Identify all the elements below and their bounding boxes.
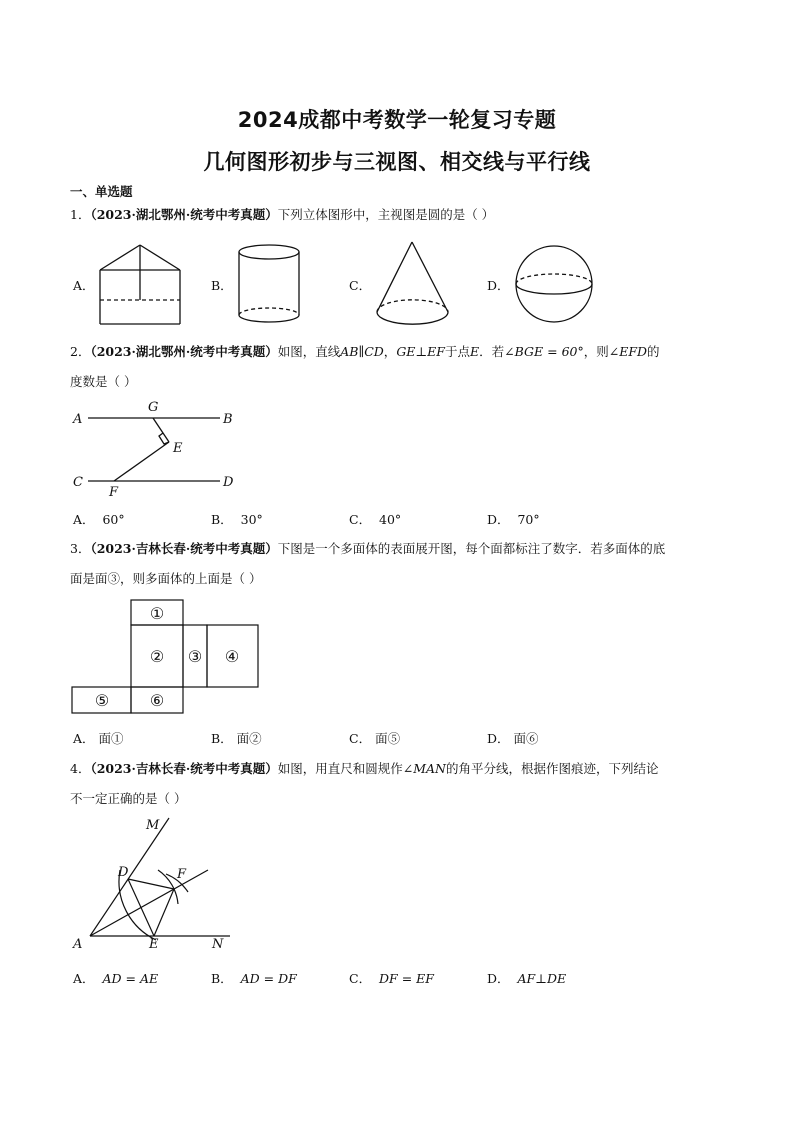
triangular-prism-figure [95,242,185,330]
option-value: 70° [517,512,540,527]
question-3 [70,541,665,557]
face-label: ③ [187,647,203,666]
page-subtitle: 几何图形初步与三视图、相交线与平行线 [203,150,591,174]
point-label: D [118,865,129,880]
point-label: E [173,441,183,456]
option-d[interactable] [487,510,540,528]
question-2-line2: 度数是（ ） [70,374,137,389]
question-3-line2: 面是面③，则多面体的上面是（ ） [70,571,262,586]
option-b[interactable] [211,969,297,987]
page-title: 2024成都中考数学一轮复习专题 [237,108,557,132]
point-label: M [146,818,160,833]
option-value: 面① [98,731,124,746]
question-2 [70,344,660,360]
question-number: 1． [70,207,91,222]
question-source: （2023·吉林长春·统考中考真题） [90,761,278,776]
option-value: AF⊥DE [517,971,567,986]
option-label-a[interactable]: A． [73,278,95,293]
cone-figure [372,238,456,330]
option-label: B． [211,731,233,746]
question-text: 于点 [444,344,470,359]
option-d[interactable] [487,729,539,747]
option-a[interactable] [73,729,124,747]
math-expression: GE⊥EF [396,344,445,359]
option-label: D． [487,731,510,746]
point-label: B [223,412,233,427]
question-text: 下列立体图形中，主视图是圆的是（ ） [277,207,495,222]
option-c[interactable] [349,729,400,747]
option-value: AD = AE [102,971,159,986]
question-text: 如图，用直尺和圆规作 [277,761,403,776]
math-expression: ∠BGE = 60° [504,344,584,359]
option-label: A． [73,971,95,986]
option-value: 面⑤ [375,731,401,746]
point-label: N [212,937,224,952]
question-text: 下图是一个多面体的表面展开图，每个面都标注了数字．若多面体的底 [277,541,666,556]
question-4 [70,761,658,777]
option-a[interactable] [73,510,125,528]
option-d[interactable] [487,969,566,987]
option-a[interactable] [73,969,158,987]
question-text: ．若 [479,344,505,359]
option-value: 60° [102,512,125,527]
math-expression: ∠MAN [402,761,446,776]
question-text: 如图，直线 [277,344,341,359]
point-label: A [73,937,83,952]
question-number: 4． [70,761,91,776]
face-label: ④ [224,647,240,666]
question-4-line2: 不一定正确的是（ ） [70,791,187,806]
question-number: 2． [70,344,91,359]
polyhedron-net-figure [70,598,262,716]
option-value: DF = EF [379,971,434,986]
point-label: C [73,475,83,490]
option-c[interactable] [349,510,401,528]
point-label: F [177,867,187,882]
point-label: G [148,400,159,415]
face-label: ⑤ [94,691,110,710]
option-c[interactable] [349,969,434,987]
option-label: C． [349,731,372,746]
point-label: F [109,485,119,500]
math-expression: ∠EFD [608,344,648,359]
question-source: （2023·湖北鄂州·统考中考真题） [90,344,278,359]
option-label: D． [487,971,510,986]
option-value: 面⑥ [513,731,539,746]
math-expression: E [470,344,480,359]
option-label-d[interactable]: D． [487,278,510,293]
option-value: 40° [379,512,402,527]
option-label: C． [349,971,372,986]
question-text: ，则 [583,344,609,359]
option-label-b[interactable]: B． [211,278,233,293]
point-label: E [149,937,159,952]
question-source: （2023·吉林长春·统考中考真题） [90,541,278,556]
point-label: D [223,475,234,490]
question-text: 的角平分线，根据作图痕迹，下列结论 [445,761,659,776]
option-value: 面② [236,731,262,746]
option-label: B． [211,512,233,527]
cylinder-figure [233,242,305,328]
point-label: A [73,412,83,427]
question-1 [70,207,494,223]
face-label: ② [149,647,165,666]
question-text: 的 [647,344,660,359]
face-label: ① [149,604,165,623]
option-label-c[interactable]: C． [349,278,372,293]
math-expression: AB∥CD [340,344,384,359]
face-label: ⑥ [149,691,165,710]
question-text: ， [383,344,397,359]
option-value: AD = DF [240,971,297,986]
option-label: C． [349,512,372,527]
option-b[interactable] [211,510,263,528]
option-label: B． [211,971,233,986]
option-value: 30° [240,512,263,527]
option-label: A． [73,731,95,746]
section-heading: 一、单选题 [70,184,133,199]
option-b[interactable] [211,729,262,747]
parallel-lines-figure [70,396,250,500]
angle-bisector-figure [70,812,240,956]
sphere-figure [512,242,598,328]
question-source: （2023·湖北鄂州·统考中考真题） [90,207,278,222]
option-label: A． [73,512,95,527]
option-label: D． [487,512,510,527]
question-number: 3． [70,541,91,556]
